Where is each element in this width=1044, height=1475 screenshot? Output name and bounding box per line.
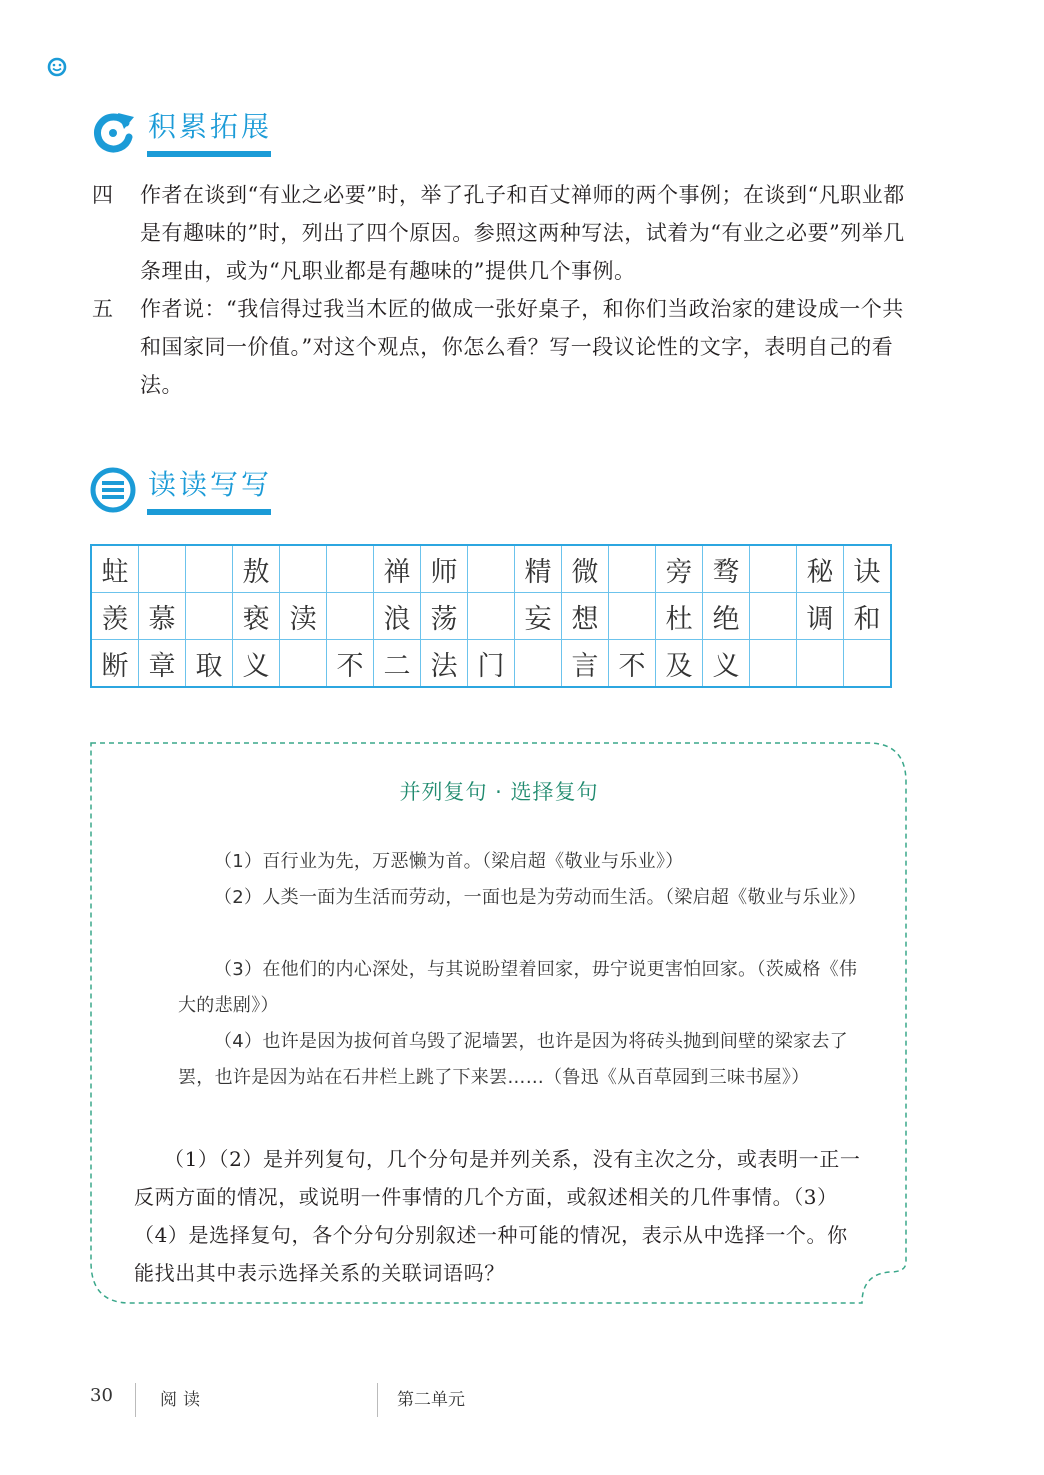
exercise-number: 四 [92, 183, 113, 207]
exercise-4 [92, 176, 912, 290]
grid-cell [280, 545, 327, 593]
grid-row [91, 593, 891, 640]
grid-cell: 妄 [515, 593, 562, 640]
grid-cell [468, 545, 515, 593]
grid-cell: 精 [515, 545, 562, 593]
grid-cell: 取 [186, 640, 233, 688]
grid-cell [609, 593, 656, 640]
grid-cell: 微 [562, 545, 609, 593]
grid-cell: 师 [421, 545, 468, 593]
grid-cell: 章 [139, 640, 186, 688]
grid-cell: 慕 [139, 593, 186, 640]
title-underline [147, 509, 271, 515]
note-explanation: （1）（2）是并列复句，几个分句是并列关系，没有主次之分，或表明一正一反两方面的情况，或说明一件事情的几个方面，或叙述相关的几件事情。（3）（4）是选择复句，各个分句分别叙述一种可能的情况，表示从中选择一个。你能找出其中表示选择关系的关联词语吗？ [134, 1147, 861, 1285]
exercise-5 [92, 290, 912, 404]
footer-section: 阅读 [160, 1390, 206, 1410]
grid-cell: 义 [703, 640, 750, 688]
grid-cell: 骛 [703, 545, 750, 593]
grid-row [91, 545, 891, 593]
grid-cell: 亵 [233, 593, 280, 640]
grid-cell: 羡 [91, 593, 139, 640]
section-header-read-write [90, 463, 290, 525]
refresh-arrow-icon [90, 109, 136, 155]
note-title: 并列复句 · 选择复句 [399, 780, 599, 804]
footer-divider [377, 1383, 378, 1417]
grid-cell [797, 640, 844, 688]
grid-cell: 荡 [421, 593, 468, 640]
example-sentence-3: （3）在他们的内心深处，与其说盼望着回家，毋宁说更害怕回家。（茨威格《伟大的悲剧》） [178, 959, 858, 1016]
grid-cell [139, 545, 186, 593]
grid-cell: 旁 [656, 545, 703, 593]
grid-cell: 绝 [703, 593, 750, 640]
grid-cell [327, 545, 374, 593]
grid-cell: 杜 [656, 593, 703, 640]
grid-cell: 言 [562, 640, 609, 688]
grid-cell: 敖 [233, 545, 280, 593]
grid-cell [750, 593, 797, 640]
grid-cell: 禅 [374, 545, 421, 593]
grid-cell: 二 [374, 640, 421, 688]
grid-cell: 想 [562, 593, 609, 640]
grid-cell [468, 593, 515, 640]
grid-cell: 渎 [280, 593, 327, 640]
grid-cell: 断 [91, 640, 139, 688]
example-sentence-2: （2）人类一面为生活而劳动，一面也是为劳动而生活。（梁启超《敬业与乐业》） [214, 887, 867, 908]
grid-cell: 诀 [844, 545, 892, 593]
exercise-text: 作者在谈到“有业之必要”时，举了孔子和百丈禅师的两个事例；在谈到“凡职业都是有趣味的”时，列出了四个原因。参照这两种写法，试着为“有业之必要”列举几条理由，或为“凡职业都是有趣味的”提供几个事例。 [140, 183, 905, 283]
grid-cell: 蛀 [91, 545, 139, 593]
page-number: 30 [90, 1385, 113, 1406]
grid-cell: 法 [421, 640, 468, 688]
footer-unit: 第二单元 [397, 1390, 465, 1410]
grid-cell [186, 545, 233, 593]
section-title: 读读写写 [148, 468, 273, 501]
grid-cell [515, 640, 562, 688]
section-title: 积累拓展 [148, 110, 273, 143]
grammar-note-box [90, 742, 908, 1304]
grid-cell [750, 640, 797, 688]
grid-cell: 门 [468, 640, 515, 688]
smiley-icon [47, 57, 67, 77]
section-header-accumulate [90, 105, 290, 167]
exercise-text: 作者说：“我信得过我当木匠的做成一张好桌子，和你们当政治家的建设成一个共和国家同一价值。”对这个观点，你怎么看？写一段议论性的文字，表明自己的看法。 [140, 297, 904, 397]
grid-row [91, 640, 891, 688]
grid-cell: 秘 [797, 545, 844, 593]
grid-cell: 和 [844, 593, 892, 640]
example-sentence-4: （4）也许是因为拔何首乌毁了泥墙罢，也许是因为将砖头抛到间壁的梁家去了罢，也许是因为站在石井栏上跳了下来罢……（鲁迅《从百草园到三味书屋》） [178, 1031, 848, 1088]
grid-cell [609, 545, 656, 593]
grid-cell: 浪 [374, 593, 421, 640]
example-sentence-1: （1）百行业为先，万恶懒为首。（梁启超《敬业与乐业》） [214, 851, 684, 872]
grid-cell: 不 [609, 640, 656, 688]
grid-cell [750, 545, 797, 593]
grid-cell: 义 [233, 640, 280, 688]
vocabulary-grid [90, 544, 892, 688]
grid-cell: 调 [797, 593, 844, 640]
grid-cell: 不 [327, 640, 374, 688]
list-lines-icon [90, 467, 136, 513]
exercise-number: 五 [92, 297, 113, 321]
grid-cell [280, 640, 327, 688]
title-underline [147, 151, 271, 157]
footer-divider [135, 1383, 136, 1417]
grid-cell [186, 593, 233, 640]
grid-cell [844, 640, 892, 688]
page-footer [90, 1385, 690, 1425]
grid-cell: 及 [656, 640, 703, 688]
grid-cell [327, 593, 374, 640]
